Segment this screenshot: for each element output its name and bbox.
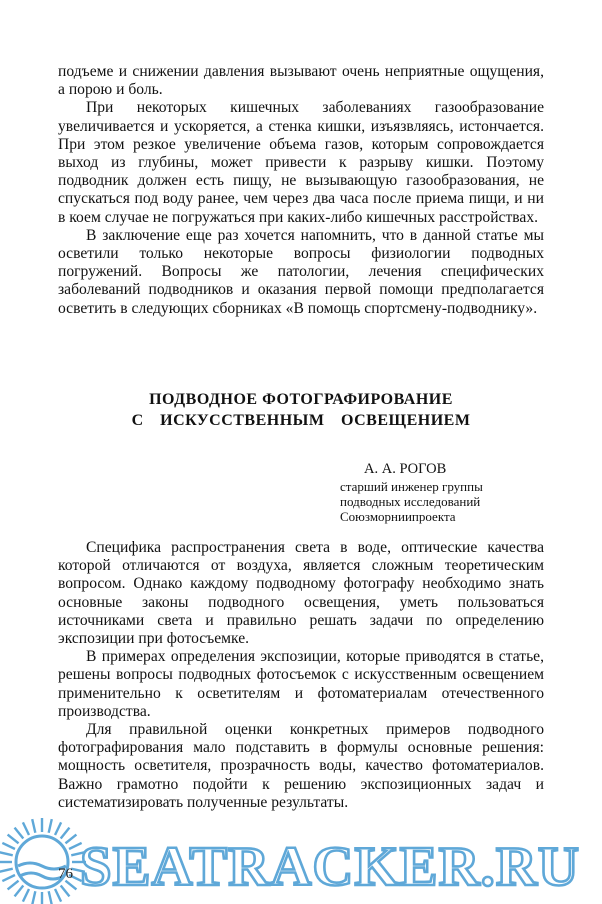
author-name: А. А. РОГОВ — [364, 461, 447, 477]
sun-logo-icon — [0, 818, 86, 904]
sun-ray — [8, 881, 19, 890]
sun-ray — [15, 828, 24, 839]
sun-ray — [8, 835, 19, 844]
sun-ray — [32, 891, 35, 904]
paragraph: подъеме и снижении давления вызывают очень неприятные ощущения, а порою и боль. — [58, 63, 544, 99]
sun-ray — [55, 889, 61, 902]
watermark-text: SEATRACKER.RU — [80, 836, 580, 898]
sun-ray — [23, 889, 29, 902]
article-title-line-1: ПОДВОДНОЕ ФОТОГРАФИРОВАНИЕ — [149, 391, 453, 408]
author-role: старший инженер группы — [340, 479, 483, 494]
paragraph: В заключение еще раз хочется напомнить, что в данной статье мы осветили только некоторые вопросы физиологии подводных погружений. Вопросы же патологии, лечения специфических заболеваний подводников и оказания первой помощи предполагается осветить в следующих сборниках «В помощь спортсмену-подводнику». — [58, 226, 544, 317]
article-title-line-2: С ИСКУССТВЕННЫМ ОСВЕЩЕНИЕМ — [131, 412, 471, 429]
sun-ray — [2, 875, 15, 881]
paragraph: В примерах определения экспозиции, которые приводятся в статье, решены вопросы подводных фотосъемок с искусственным освещением применительно к осветителям и фотоматериалам отечественного производства. — [58, 648, 544, 720]
paragraph: При некоторых кишечных заболеваниях газообразование увеличивается и ускоряется, а стенка кишки, изъязвляясь, истончается. При этом резкое увеличение объема газов, которым сопровождается выход из глубины, может привести к разрыву кишки. Поэтому подводник должен есть пищу, не вызывающую газообразования, не спускаться под воду ранее, чем через два часа после приема пищи, и ни в коем случае не погружаться при каких-либо кишечных расстройствах. — [58, 99, 544, 226]
sun-ray — [0, 852, 13, 855]
sun-ray — [2, 843, 15, 849]
sun-ray — [55, 822, 61, 835]
author-organization: Союзморниипроекта — [340, 509, 456, 524]
sun-ray — [49, 819, 52, 833]
sun-ray — [61, 828, 70, 839]
paragraph: Для правильной оценки конкретных примеров подводного фотографирования мало подставить в формулы основные решения: мощность осветителя, прозрачность воды, качество фотоматериалов. Важно грамотно подойти к решению экспозиционных задач и систематизировать полученные результаты. — [58, 721, 544, 811]
sun-ray — [65, 835, 76, 844]
author-block — [340, 462, 560, 524]
previous-article-text — [58, 63, 544, 318]
article-title — [58, 389, 544, 431]
seatracker-watermark — [0, 800, 602, 904]
paragraph: Специфика распространения света в воде, оптические качества которой отличаются от воздуха, является сложным теоретическим вопросом. Однако каждому подводному фотографу необходимо знать основные законы подводного освещения, уметь пользоваться источниками света и правильно решать задачи по определению экспозиции при фотосъемке. — [58, 539, 544, 648]
article-body — [58, 539, 544, 812]
sun-ray — [15, 885, 24, 896]
author-role: подводных исследований — [340, 494, 481, 509]
sun-ray — [49, 891, 52, 904]
sun-ray — [32, 819, 35, 833]
sun-ray — [61, 885, 70, 896]
page-number: 76 — [58, 866, 73, 882]
sun-ray — [23, 822, 29, 835]
sun-ray — [0, 869, 13, 872]
